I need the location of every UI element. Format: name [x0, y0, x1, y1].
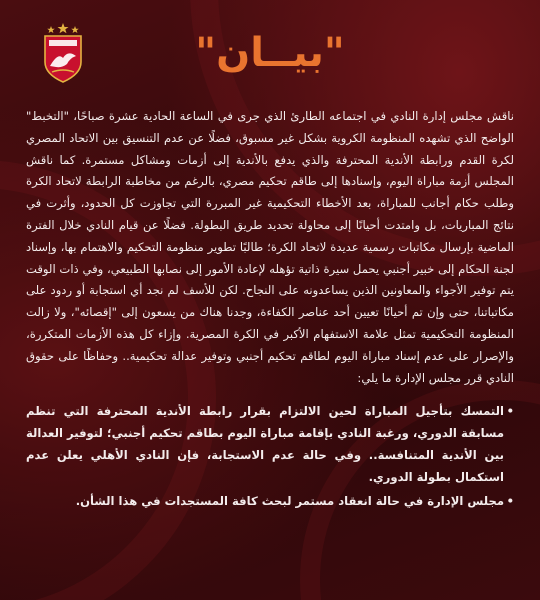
statement-body — [26, 106, 514, 514]
decision-item: • التمسك بتأجيل المباراة لحين الالتزام بقرار رابطة الأندية المحترفة التي تنظم مسابقة الدوري، ورغبة النادي بإقامة مباراة اليوم بطاقم تحكيم أجنبي؛ لتوفير العدالة بين الأندية المتنافسة.. وفي حالة عدم الاستجابة، فإن النادي الأهلي يعلن عدم استكمال بطولة الدوري. — [26, 401, 514, 488]
decision-item: • مجلس الإدارة في حالة انعقاد مستمر لبحث كافة المستجدات في هذا الشأن. — [26, 491, 514, 513]
statement-title: "بيــان" — [195, 30, 345, 76]
statement-paragraph: ناقش مجلس إدارة النادي في اجتماعه الطارئ الذي جرى في الساعة الحادية عشرة صباحًا، "التخبط" الواضح الذي تشهده المنظومة الكروية بشكل غير مسبوق، فضلًا عن عدم التنسيق بين الاتحاد المصري لكرة القدم ورابطة الأندية المحترفة والذي يدفع بالأندية إلى أزمات ومشاكل مستمرة. كما ناقش المجلس أزمة مباراة اليوم، وإسنادها إلى طاقم تحكيم مصري، بالرغم من مخاطبة الرابطة لاتحاد الكرة وطلب حكام أجانب للمباراة، بعد الأخطاء التحكيمية غير المبررة التي تجاوزت كل الحدود، وأثرت في نتائج المباريات، بل وامتدت أحيانًا إلى محاولة تحديد طريق البطولة. فضلًا عن قيام النادي خلال الفترة الماضية بإرسال مكاتبات رسمية عديدة لاتحاد الكرة؛ طالبًا تطوير منظومة التحكيم والاهتمام بها، وإسناد لجنة الحكام إلى خبير أجنبي يحمل سيرة ذاتية تؤهله لإعادة الأمور إلى نصابها الطبيعي، وفي ذات الوقت يتم توفير الأجواء والمعاونين الذين يساعدونه على النجاح. لكن للأسف لم نجد أي استجابة أو ردود على مكاتباتنا، حتى وإن تم أحيانًا تعيين أحد عناصر الكفاءة، وجدنا هناك من يسعون إلى "إقصائه"، ولا زالت المنظومة التحكيمية تمثل علامة الاستفهام الأكبر في الكرة المصرية. وإزاء كل هذه الأزمات المتكررة، والإصرار على عدم إسناد مباراة اليوم لطاقم تحكيم أجنبي وتوفير عدالة تحكيمية.. وحفاظًا على حقوق النادي قرر مجلس الإدارة ما يلي: — [26, 109, 514, 385]
decisions-list — [26, 401, 514, 512]
